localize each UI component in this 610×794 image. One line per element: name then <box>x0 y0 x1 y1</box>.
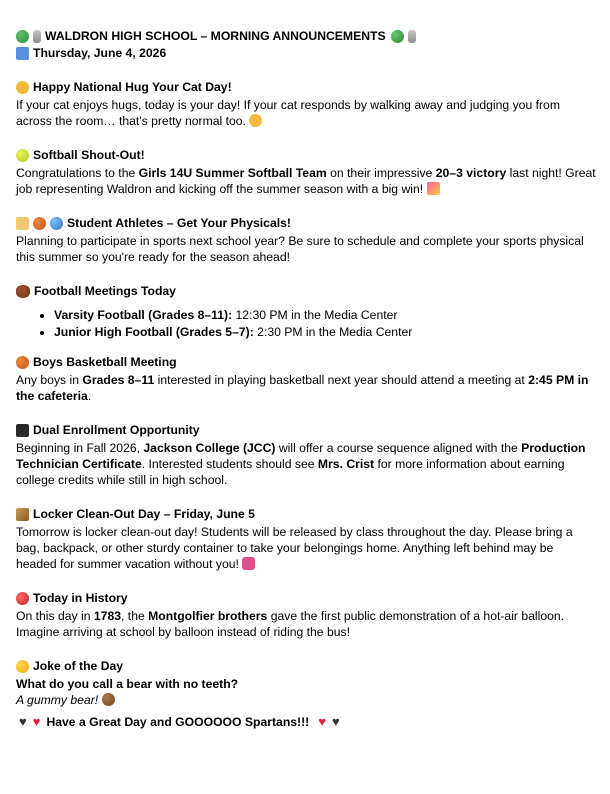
footer-line <box>16 714 343 730</box>
section-body <box>16 372 596 404</box>
basketball-icon <box>33 217 46 230</box>
section-history <box>16 590 596 640</box>
score: 20–3 victory <box>435 166 507 180</box>
text-run: On this day in <box>16 609 94 623</box>
section-body <box>16 608 596 640</box>
section-locker <box>16 506 596 572</box>
balloon-icon <box>16 592 29 605</box>
text-run: , the <box>121 609 149 623</box>
header-date-line <box>16 45 596 61</box>
globe-icon <box>50 217 63 230</box>
contact-name: Mrs. Crist <box>317 457 375 471</box>
meeting-value: 2:30 PM in the Media Center <box>253 325 413 339</box>
section-title: Happy National Hug Your Cat Day! <box>33 80 232 94</box>
section-joke <box>16 658 596 708</box>
meeting-label: Varsity Football (Grades 8–11): <box>54 308 233 322</box>
text-run: . <box>87 389 92 403</box>
section-title: Locker Clean-Out Day – Friday, June 5 <box>33 507 255 521</box>
section-body <box>16 440 596 488</box>
section-title: Joke of the Day <box>33 659 124 673</box>
team-name: Girls 14U Summer Softball Team <box>138 166 327 180</box>
black-heart-icon: ♥ <box>19 714 27 729</box>
bear-icon <box>102 693 115 706</box>
section-body: Planning to participate in sports next school year? Be sure to schedule and complete your sports physical this summer so you're ready for the season ahead! <box>16 234 584 264</box>
inventors: Montgolfier brothers <box>148 609 268 623</box>
section-dual-enrollment <box>16 422 596 488</box>
page-date: Thursday, June 4, 2026 <box>33 46 167 60</box>
text-run: on their impressive <box>326 166 436 180</box>
meeting-value: 12:30 PM in the Media Center <box>232 308 398 322</box>
clover-icon <box>391 30 404 43</box>
red-heart-icon: ♥ <box>318 714 326 729</box>
microphone-icon <box>408 30 416 43</box>
microphone-icon <box>33 30 41 43</box>
joke-question: What do you call a bear with no teeth? <box>16 677 239 691</box>
section-hug-cat <box>16 79 596 129</box>
section-title: Today in History <box>33 591 128 605</box>
section-title: Softball Shout-Out! <box>33 148 145 162</box>
meeting-label: Junior High Football (Grades 5–7): <box>54 325 254 339</box>
meeting-list <box>16 307 596 340</box>
grades: Grades 8–11 <box>82 373 155 387</box>
meeting-time: 2:45 PM in the cafeteria <box>16 373 589 403</box>
text-run: interested in playing basketball next year should attend a meeting at <box>154 373 529 387</box>
calendar-icon <box>16 47 29 60</box>
text-run: gave the first public demonstration of a hot-air balloon. Imagine arriving at school by balloon instead of riding the bus! <box>16 609 565 639</box>
section-body: Tomorrow is locker clean-out day! Students will be released by class throughout the day. Please bring a bag, backpack, or other sturdy container to take your belongings home. Anything left behind may be headed for summer vacation without you! <box>16 525 573 571</box>
cat-icon <box>16 81 29 94</box>
cat-icon <box>249 114 262 127</box>
basketball-icon <box>16 356 29 369</box>
text-run: Beginning in Fall 2026, <box>16 441 144 455</box>
section-softball <box>16 147 596 197</box>
text-run: . Interested students should see <box>141 457 318 471</box>
section-title: Student Athletes – Get Your Physicals! <box>67 216 291 230</box>
certificate-name: Production Technician Certificate <box>16 441 586 471</box>
section-body <box>16 165 596 197</box>
text-run: for more information about earning college credits while still in high school. <box>16 457 565 487</box>
joke-answer: A gummy bear! <box>16 693 99 707</box>
section-title: Boys Basketball Meeting <box>33 355 177 369</box>
footer-text: Have a Great Day and GOOOOOO Spartans!!! <box>46 715 310 729</box>
softball-icon <box>16 149 29 162</box>
page-title: WALDRON HIGH SCHOOL – MORNING ANNOUNCEMENTS <box>45 29 386 43</box>
graduation-cap-icon <box>16 424 29 437</box>
section-basketball <box>16 354 596 404</box>
red-heart-icon: ♥ <box>32 714 41 729</box>
black-heart-icon: ♥ <box>331 714 340 729</box>
list-item <box>54 307 596 323</box>
section-body: If your cat enjoys hugs, today is your day! If your cat responds by walking away and judging you from across the room… that's pretty normal too. <box>16 98 560 128</box>
text-run: Congratulations to the <box>16 166 139 180</box>
year: 1783 <box>93 609 122 623</box>
section-title: Football Meetings Today <box>34 284 176 298</box>
list-item <box>54 324 596 340</box>
section-football <box>16 283 596 340</box>
runner-icon <box>16 217 29 230</box>
section-title: Dual Enrollment Opportunity <box>33 423 200 437</box>
laughing-face-icon <box>16 660 29 673</box>
broom-icon <box>16 508 29 521</box>
text-run: Any boys in <box>16 373 83 387</box>
header-title-line <box>16 28 596 44</box>
bag-icon <box>242 557 255 570</box>
text-run: last night! Great job representing Waldron and kicking off the summer season with a big win! <box>16 166 596 196</box>
section-physicals <box>16 215 596 265</box>
party-popper-icon <box>427 182 440 195</box>
football-icon <box>16 285 30 298</box>
college-name: Jackson College (JCC) <box>143 441 276 455</box>
clover-icon <box>16 30 29 43</box>
text-run: will offer a course sequence aligned with the <box>275 441 522 455</box>
